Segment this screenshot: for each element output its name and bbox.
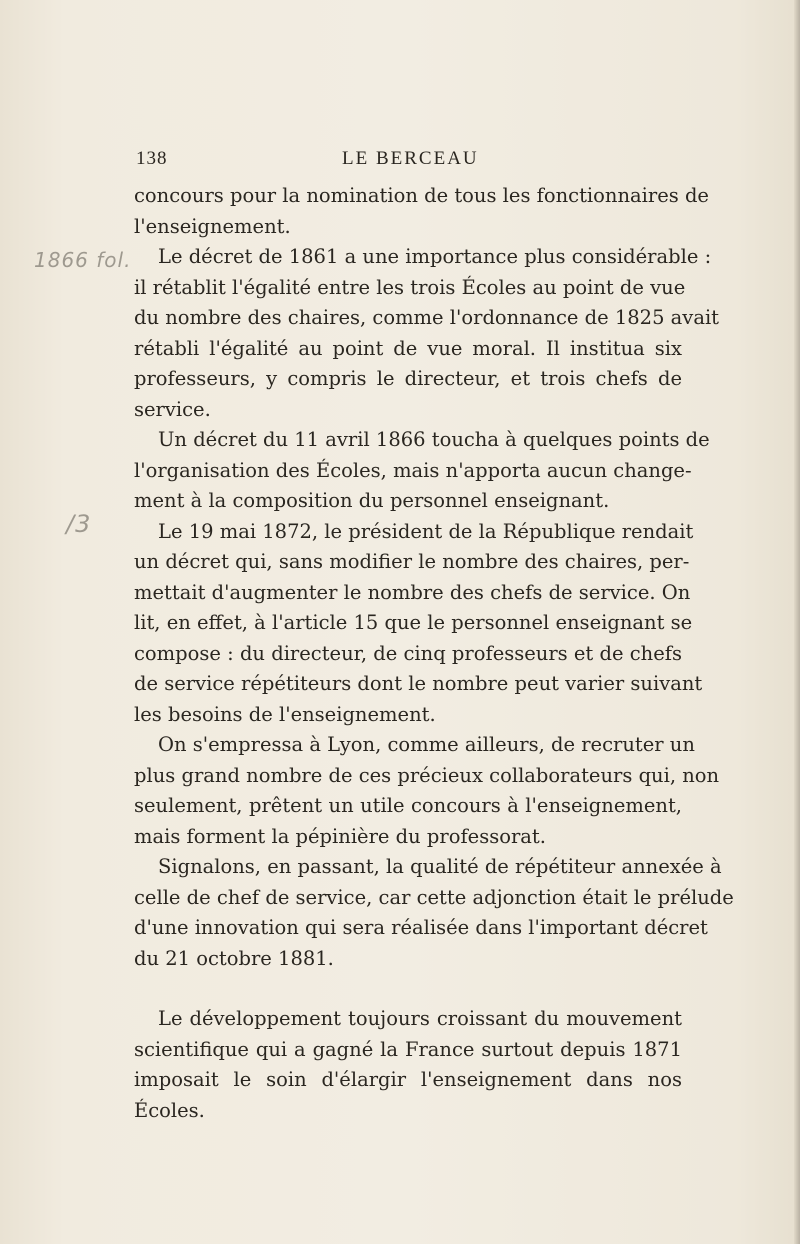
text-line: On s'empressa à Lyon, comme ailleurs, de recruter un bbox=[158, 733, 695, 756]
handwritten-margin-note: /3 bbox=[66, 510, 92, 538]
text-line: plus grand nombre de ces précieux collaborateurs qui, non bbox=[134, 763, 720, 787]
text-line: lit, en effet, à l'article 15 que le personnel enseignant se bbox=[134, 611, 693, 634]
text-line: compose : du directeur, de cinq professeurs et de chefs bbox=[134, 641, 682, 665]
handwritten-margin-note: 1866 fol. bbox=[34, 248, 132, 272]
paragraph bbox=[134, 425, 710, 517]
text-line: du 21 octobre 1881. bbox=[134, 946, 334, 970]
paragraph bbox=[134, 1004, 682, 1126]
text-line: rétabli l'égalité au point de vue moral. Il institua six bbox=[134, 336, 682, 360]
text-line: imposait le soin d'élargir l'enseignement dans nos bbox=[134, 1068, 682, 1091]
text-line: il rétablit l'égalité entre les trois Écoles au point de vue bbox=[134, 275, 686, 299]
text-line: l'organisation des Écoles, mais n'apporta aucun change- bbox=[134, 458, 692, 482]
text-line: d'une innovation qui sera réalisée dans l'important décret bbox=[134, 916, 708, 939]
text-line: Écoles. bbox=[134, 1098, 205, 1122]
text-line: Le 19 mai 1872, le président de la République rendait bbox=[158, 519, 694, 543]
paragraph bbox=[134, 517, 703, 731]
text-line: les besoins de l'enseignement. bbox=[134, 702, 436, 726]
text-line: de service répétiteurs dont le nombre peut varier suivant bbox=[134, 672, 703, 695]
text-line: scientifique qui a gagné la France surtout depuis 1871 bbox=[134, 1037, 682, 1061]
page-number: 138 bbox=[136, 148, 168, 169]
paragraph bbox=[134, 181, 709, 242]
running-title: LE BERCEAU bbox=[342, 148, 479, 169]
running-header bbox=[136, 148, 680, 174]
text-line: du nombre des chaires, comme l'ordonnance de 1825 avait bbox=[134, 306, 720, 329]
text-line: Le décret de 1861 a une importance plus considérable : bbox=[158, 245, 712, 268]
text-line: seulement, prêtent un utile concours à l'enseignement, bbox=[134, 794, 682, 817]
text-line: mettait d'augmenter le nombre des chefs de service. On bbox=[134, 580, 691, 604]
paragraph bbox=[134, 242, 720, 425]
text-line: professeurs, y compris le directeur, et trois chefs de bbox=[134, 367, 682, 390]
text-line: ment à la composition du personnel enseignant. bbox=[134, 489, 610, 512]
text-line: celle de chef de service, car cette adjonction était le prélude bbox=[134, 885, 734, 909]
text-line: mais forment la pépinière du professorat. bbox=[134, 824, 546, 848]
section-gap bbox=[134, 974, 682, 1004]
body-text bbox=[134, 181, 734, 1126]
text-line: service. bbox=[134, 397, 211, 421]
text-line: concours pour la nomination de tous les fonctionnaires de bbox=[134, 184, 709, 207]
text-line: l'enseignement. bbox=[134, 214, 291, 238]
page-edge-shadow bbox=[794, 0, 800, 1244]
text-line: Le développement toujours croissant du mouvement bbox=[158, 1007, 682, 1030]
paragraph bbox=[134, 730, 720, 852]
text-line: Signalons, en passant, la qualité de répétiteur annexée à bbox=[158, 855, 722, 878]
text-line: Un décret du 11 avril 1866 toucha à quelques points de bbox=[158, 428, 710, 451]
paragraph bbox=[134, 852, 734, 974]
text-line: un décret qui, sans modifier le nombre des chaires, per- bbox=[134, 550, 690, 573]
